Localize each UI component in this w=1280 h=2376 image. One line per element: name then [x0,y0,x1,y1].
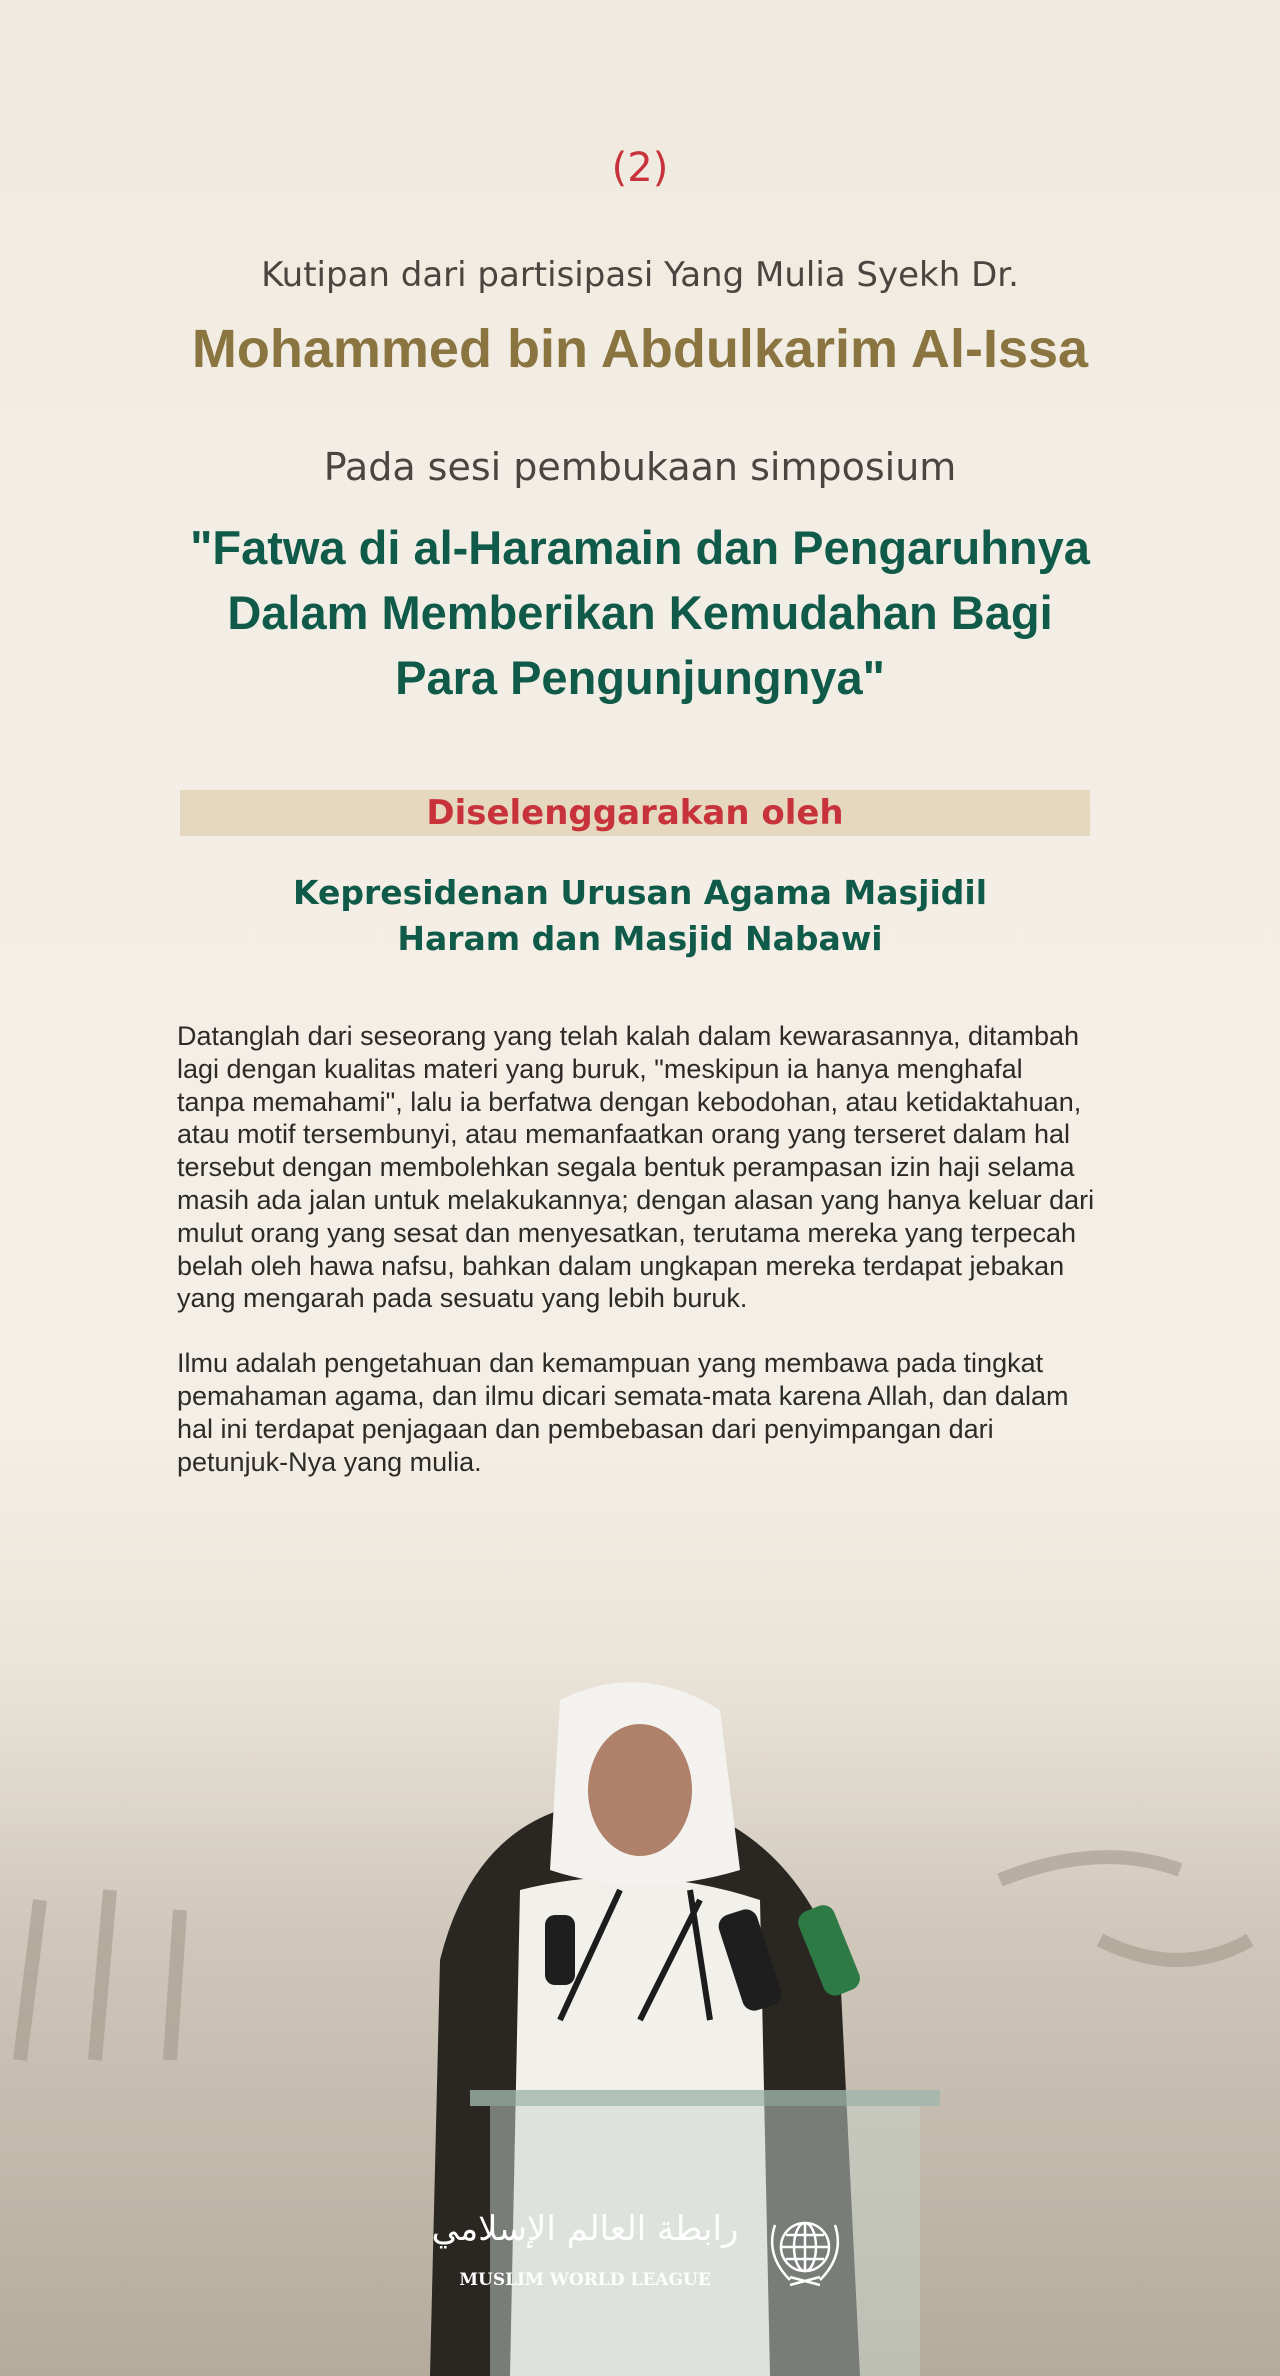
speaker-name: Mohammed bin Abdulkarim Al-Issa [191,319,1089,379]
organized-by-banner: Diselenggarakan oleh [180,790,1090,836]
quote-body [177,1020,1097,1510]
paragraph: Ilmu adalah pengetahuan dan kemampuan yang membawa pada tingkat pemahaman agama, dan ilmu dicari semata-mata karena Allah, dan dalam hal ini terdapat penjagaan dan pembebasan dari penyimpangan dari petunjuk-Nya yang mulia. [177,1348,1069,1477]
title-line: Para Pengunjungnya" [395,651,885,704]
intro-text: Kutipan dari partisipasi Yang Mulia Syekh Dr. [261,255,1019,295]
paragraph: Datanglah dari seseorang yang telah kalah dalam kewarasannya, ditambah lagi dengan kualitas materi yang buruk, "meskipun ia hanya menghafal tanpa memahami", lalu ia berfatwa dengan kebodohan, atau ketidaktahuan, atau motif tersembunyi, atau memanfaatkan orang yang terseret dalam hal tersebut dengan membolehkan segala bentuk perampasan izin haji selama masih ada jalan untuk melakukannya; dengan alasan yang hanya keluar dari mulut orang yang sesat dan menyesatkan, terutama mereka yang terpecah belah oleh hawa nafsu, bahkan dalam ungkapan mereka terdapat jebakan yang mengarah pada sesuatu yang lebih buruk. [177,1021,1095,1314]
organizer [0,870,1280,962]
logo-english: MUSLIM WORLD LEAGUE [459,2270,711,2290]
title-line: "Fatwa di al-Haramain dan Pengaruhnya [190,521,1090,574]
organizer-line: Haram dan Masjid Nabawi [397,919,883,958]
globe-wreath-icon [760,2205,850,2295]
logo-arabic: رابطة العالم الإسلامي [431,2209,739,2249]
title-line: Dalam Memberikan Kemudahan Bagi [227,586,1053,639]
part-number: (2) [611,145,669,191]
symposium-title [0,515,1280,710]
organizer-line: Kepresidenan Urusan Agama Masjidil [293,873,987,912]
session-text: Pada sesi pembukaan simposium [323,445,957,489]
muslim-world-league-logo [425,2200,855,2310]
